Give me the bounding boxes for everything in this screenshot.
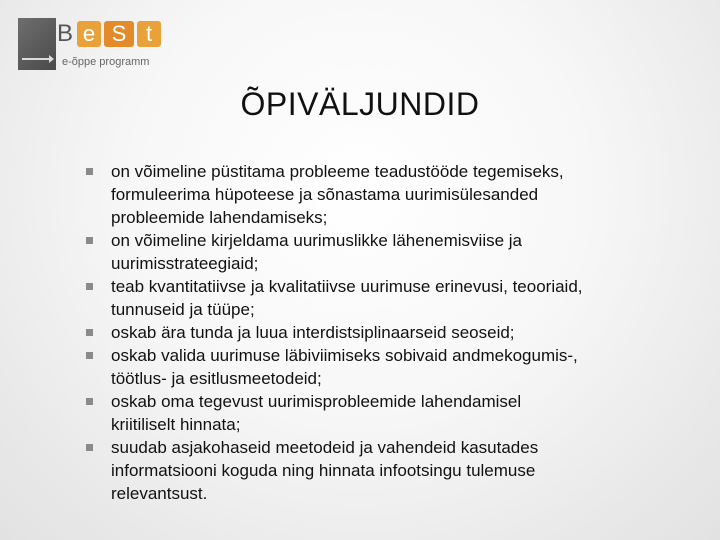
- list-item-text: suudab asjakohaseid meetodeid ja vahendeid kasutades informatsiooni koguda ning hinnata infootsingu tulemuse relevantsust.: [111, 438, 539, 503]
- list-item: [86, 275, 586, 321]
- list-item-text: teab kvantitatiivse ja kvalitatiivse uurimuse erinevusi, teooriaid, tunnuseid ja tüüpe;: [111, 277, 583, 319]
- square-bullet-icon: [86, 444, 93, 451]
- logo-letter-t: t: [137, 21, 161, 47]
- list-item-text: on võimeline püstitama probleeme teadustööde tegemiseks, formuleerima hüpoteese ja sõnastama uurimisülesanded probleemide lahendamiseks;: [111, 162, 564, 227]
- best-logo: [18, 18, 178, 74]
- learning-outcomes-list: [86, 160, 586, 505]
- list-item: [86, 344, 586, 390]
- list-item: [86, 321, 586, 344]
- square-bullet-icon: [86, 237, 93, 244]
- list-item: [86, 436, 586, 505]
- list-item-text: oskab valida uurimuse läbiviimiseks sobivaid andmekogumis-, töötlus- ja esitlusmeetodeid;: [111, 346, 578, 388]
- list-item: [86, 229, 586, 275]
- square-bullet-icon: [86, 329, 93, 336]
- logo-letter-s: S: [104, 21, 134, 47]
- arrow-icon: [22, 58, 52, 60]
- list-item: [86, 390, 586, 436]
- square-bullet-icon: [86, 283, 93, 290]
- list-item-text: oskab ära tunda ja luua interdistsiplinaarseid seoseid;: [111, 323, 515, 342]
- logo-tagline: e-õppe programm: [62, 56, 150, 68]
- square-bullet-icon: [86, 398, 93, 405]
- square-bullet-icon: [86, 168, 93, 175]
- list-item: [86, 160, 586, 229]
- square-bullet-icon: [86, 352, 93, 359]
- logo-letter-e: e: [77, 21, 101, 47]
- list-item-text: oskab oma tegevust uurimisprobleemide lahendamisel kriitiliselt hinnata;: [111, 392, 522, 434]
- list-item-text: on võimeline kirjeldama uurimuslikke lähenemisviise ja uurimisstrateegiaid;: [111, 231, 523, 273]
- slide-title: ÕPIVÄLJUNDID: [240, 86, 480, 122]
- logo-letter-b: B: [56, 20, 73, 47]
